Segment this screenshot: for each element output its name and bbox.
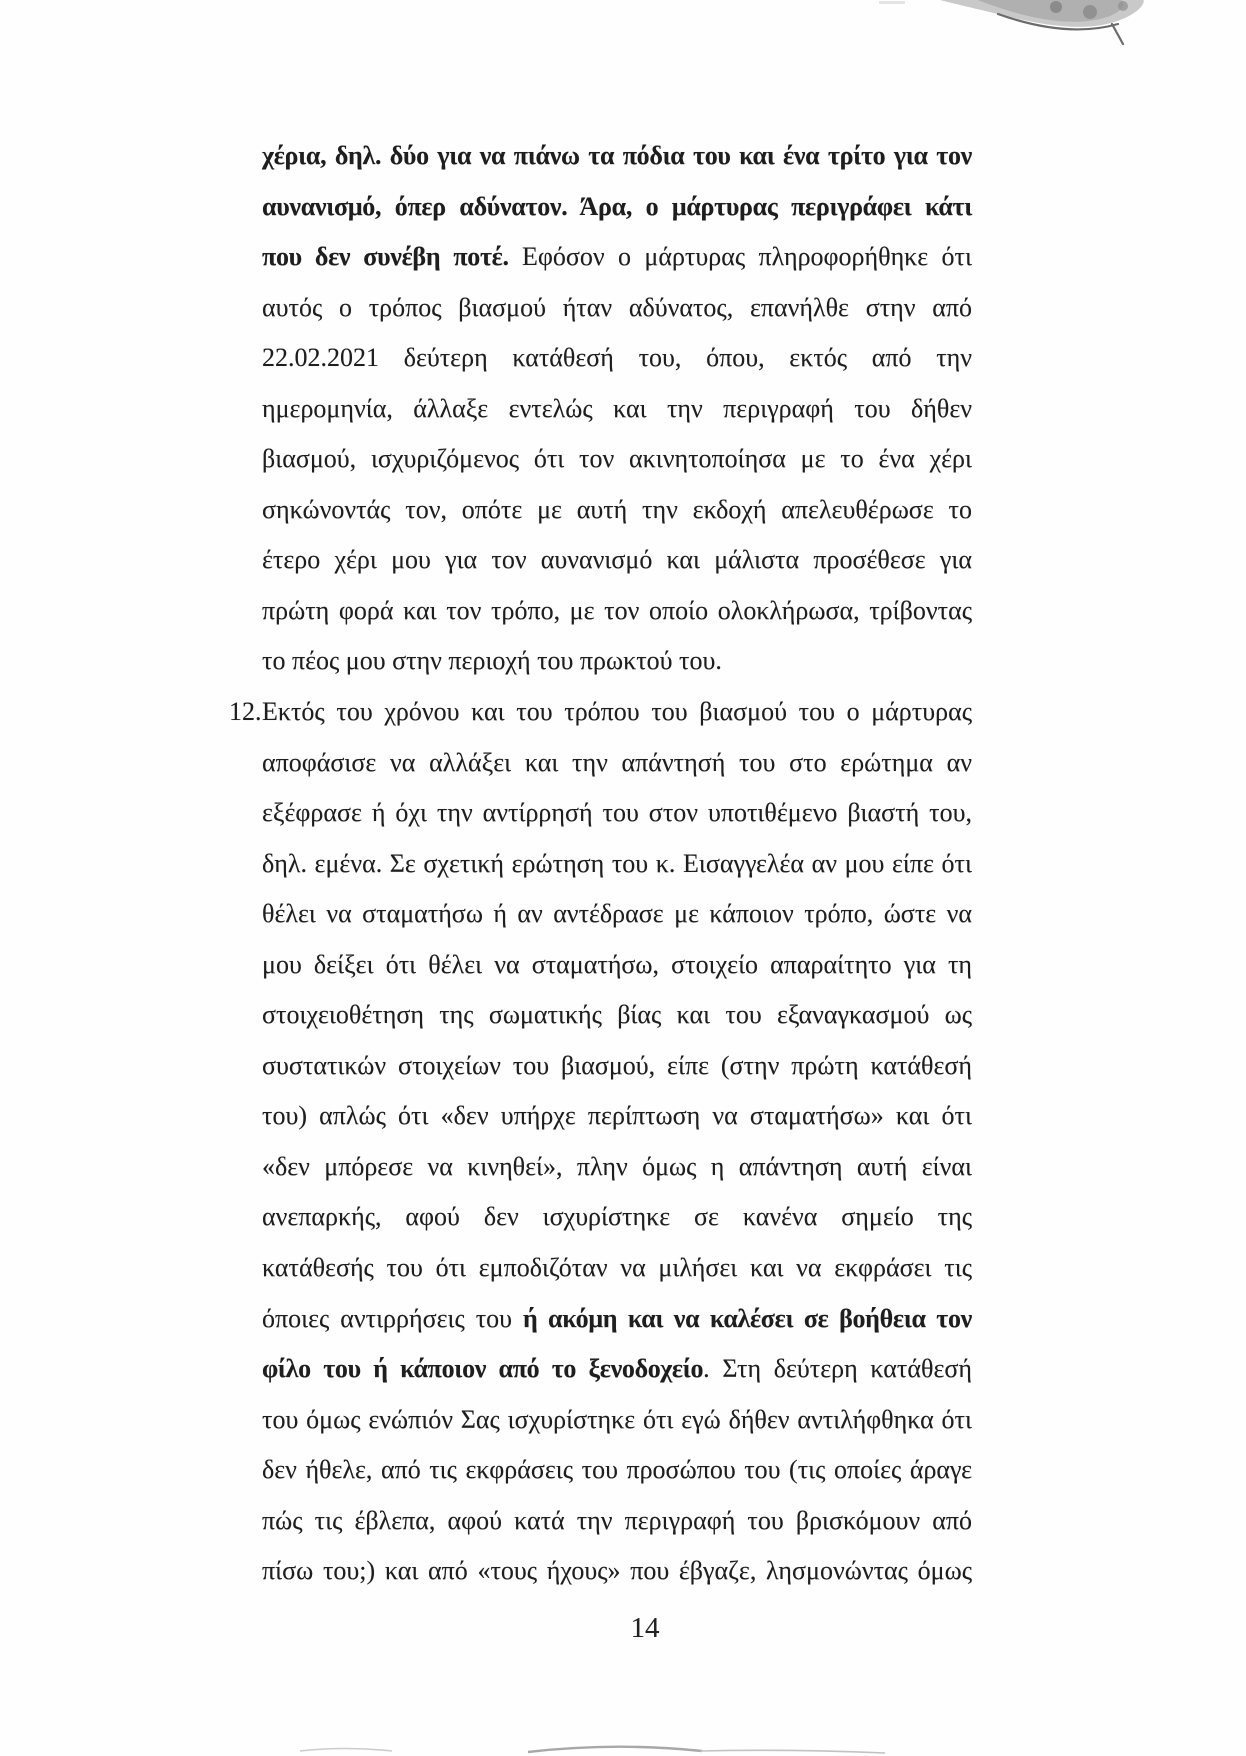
page-text <box>229 131 972 1597</box>
bold-text-segment: που δεν συνέβη ποτέ. <box>262 242 509 272</box>
bold-text-segment: αυνανισμό, όπερ αδύνατον. Άρα, ο μάρτυρας περιγράφει κάτι <box>262 191 972 221</box>
text-segment: έτερο χέρι μου για τον αυνανισμό και μάλιστα προσέθεσε για <box>262 545 972 575</box>
text-segment: θέλει να σταματήσω ή αν αντέδρασε με κάποιον τρόπο, ώστε να <box>262 899 972 929</box>
text-segment: μου δείξει ότι θέλει να σταματήσω, στοιχείο απαραίτητο για τη <box>262 949 972 979</box>
scan-arc-center <box>528 1747 702 1752</box>
text-segment: Εφόσον ο μάρτυρας πληροφορήθηκε ότι <box>508 242 972 272</box>
text-segment: αυτός ο τρόπος βιασμού ήταν αδύνατος, επανήλθε στην από <box>262 292 972 322</box>
text-line <box>262 1344 972 1395</box>
text-segment: ημερομηνία, άλλαξε εντελώς και την περιγραφή του δήθεν <box>262 393 972 423</box>
bold-text-segment: χέρια, δηλ. δύο για να πιάνω τα πόδια του και ένα τρίτο για τον <box>262 141 972 170</box>
text-line <box>262 1142 972 1193</box>
bold-text-segment: ή ακόμη και να καλέσει σε βοήθεια τον <box>522 1303 972 1333</box>
text-segment: όποιες αντιρρήσεις του <box>262 1303 523 1333</box>
text-line <box>262 535 972 586</box>
text-line <box>262 1395 972 1446</box>
text-segment: Εκτός του χρόνου και του τρόπου του βιασμού του ο μάρτυρας <box>262 697 972 727</box>
text-segment: δεν ήθελε, από τις εκφράσεις του προσώπου του (τις οποίες άραγε <box>262 1455 972 1485</box>
smudge-blotch <box>1050 1 1062 13</box>
text-segment: συστατικών στοιχείων του βιασμού, είπε (στην πρώτη κατάθεσή <box>262 1050 972 1080</box>
text-segment: πρώτη φορά και τον τρόπο, με τον οποίο ολοκλήρωσα, τρίβοντας <box>262 595 972 625</box>
text-segment: αποφάσισε να αλλάξει και την απάντησή του στο ερώτημα αν <box>262 747 972 777</box>
text-line <box>262 182 972 233</box>
scan-arc-bottom <box>0 1736 1246 1756</box>
text-segment: του όμως ενώπιόν Σας ισχυρίστηκε ότι εγώ δήθεν αντιλήφθηκα ότι <box>262 1404 972 1434</box>
bold-text-segment: φίλο του ή κάποιον από το ξενοδοχείο <box>262 1354 704 1384</box>
text-segment: πώς τις έβλεπα, αφού κατά την περιγραφή του βρισκόμουν από <box>262 1505 972 1535</box>
text-line <box>262 1496 972 1547</box>
list-item-number: 12. <box>229 697 262 727</box>
scan-speck <box>879 1 905 4</box>
text-segment: του) απλώς ότι «δεν υπήρχε περίπτωση να σταματήσω» και ότι <box>262 1101 972 1131</box>
text-segment: στοιχειοθέτηση της σωματικής βίας και του εξαναγκασμού ως <box>262 1000 972 1030</box>
scan-arc-right <box>700 1750 885 1753</box>
text-line <box>262 1243 972 1294</box>
text-segment: πίσω του;) και από «τους ήχους» που έβγαζε, λησμονώντας όμως <box>262 1556 972 1586</box>
text-line <box>262 384 972 435</box>
text-segment: δηλ. εμένα. Σε σχετική ερώτηση του κ. Εισαγγελέα αν μου είπε ότι <box>262 848 972 878</box>
text-segment: βιασμού, ισχυριζόμενος ότι τον ακινητοποίησα με το ένα χέρι <box>262 444 972 474</box>
text-segment: κατάθεσής του ότι εμποδιζόταν να μιλήσει και να εκφράσει τις <box>262 1253 972 1283</box>
text-line <box>262 434 972 485</box>
text-line <box>262 738 972 789</box>
text-line <box>262 940 972 991</box>
text-line <box>262 333 972 384</box>
page-number: 14 <box>630 1612 660 1644</box>
text-segment: εξέφρασε ή όχι την αντίρρησή του στον υποτιθέμενο βιαστή του, <box>262 798 972 828</box>
smudge-blotch <box>1118 1 1128 11</box>
text-line <box>229 687 972 738</box>
text-line <box>262 1192 972 1243</box>
text-line <box>262 586 972 637</box>
text-line <box>262 1294 972 1345</box>
smudge-blotch <box>1083 5 1097 19</box>
text-line <box>262 1091 972 1142</box>
text-line <box>262 990 972 1041</box>
text-line <box>262 283 972 334</box>
text-segment: . Στη δεύτερη κατάθεσή <box>703 1354 972 1384</box>
text-line <box>262 889 972 940</box>
scan-smudge-icon <box>878 0 1184 60</box>
text-segment: ανεπαρκής, αφού δεν ισχυρίστηκε σε κανένα σημείο της <box>262 1202 972 1232</box>
text-line <box>262 1445 972 1496</box>
scan-arc-left <box>300 1749 392 1752</box>
text-line <box>262 232 972 283</box>
text-line <box>262 636 972 687</box>
text-segment: σηκώνοντάς τον, οπότε με αυτή την εκδοχή απελευθέρωσε το <box>262 494 972 524</box>
text-line <box>262 839 972 890</box>
text-line <box>262 131 972 182</box>
text-line <box>262 485 972 536</box>
text-segment: 22.02.2021 δεύτερη κατάθεσή του, όπου, εκτός από την <box>262 343 972 373</box>
text-line <box>262 1041 972 1092</box>
text-segment: το πέος μου στην περιοχή του πρωκτού του. <box>262 646 722 676</box>
text-line <box>262 788 972 839</box>
text-line <box>262 1546 972 1597</box>
text-segment: «δεν μπόρεσε να κινηθεί», πλην όμως η απάντηση αυτή είναι <box>262 1151 972 1181</box>
